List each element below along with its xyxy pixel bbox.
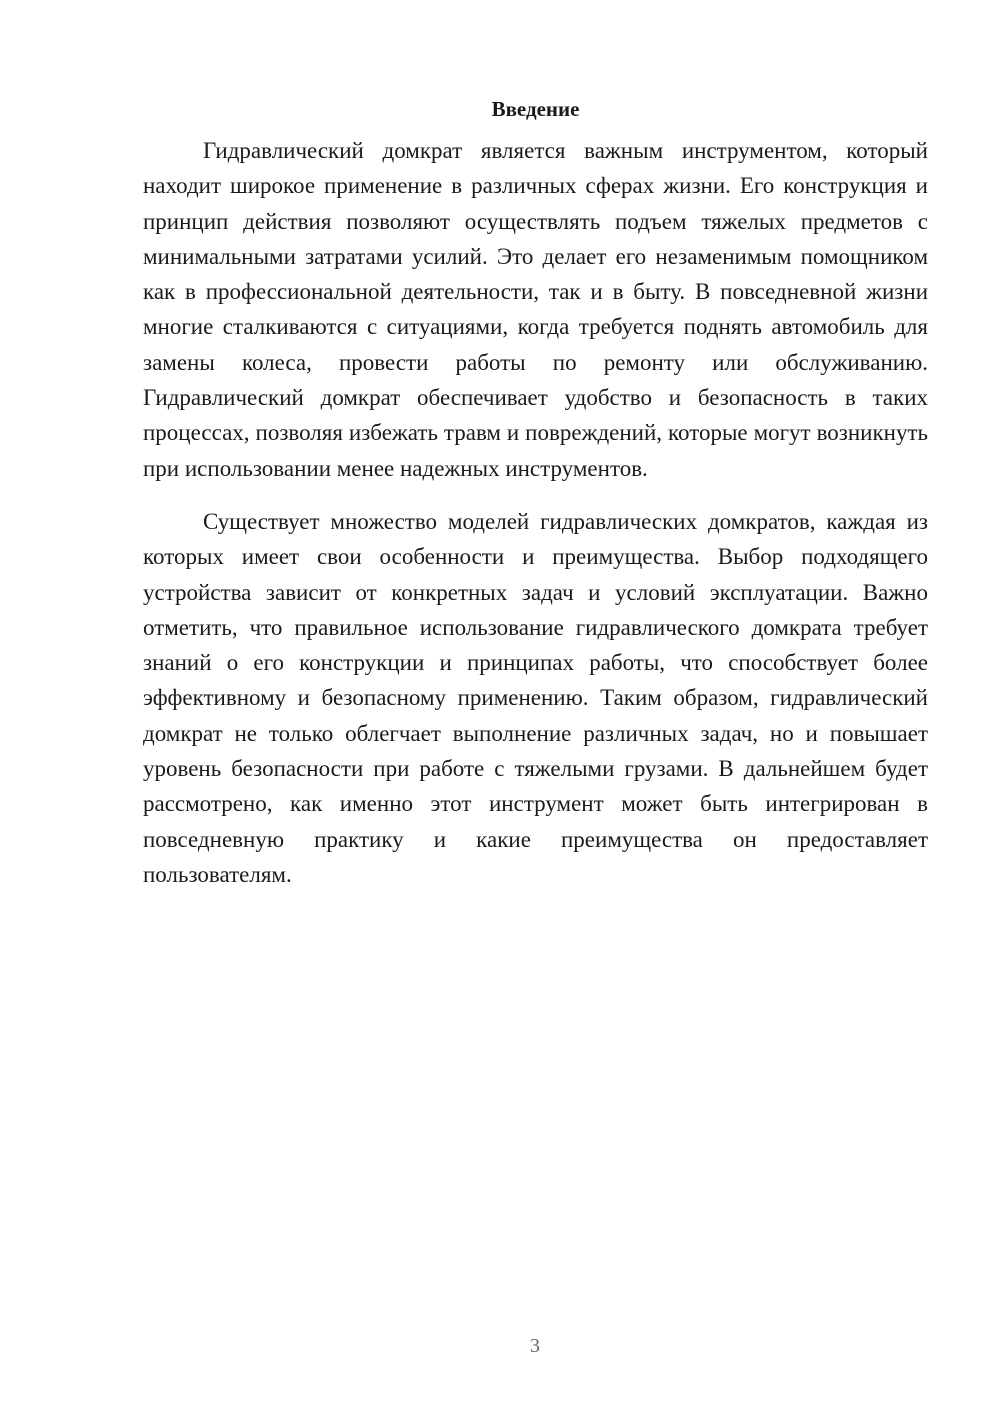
paragraph-1: Гидравлический домкрат является важным инструментом, который находит широкое применение в различных сферах жизни. Его конструкция и принцип действия позволяют осуществлять подъем тяжелых предметов с минимальными затратами усилий. Это делает его незаменимым помощником как в профессиональной деятельности, так и в быту. В повседневной жизни многие сталкиваются с ситуациями, когда требуется поднять автомобиль для замены колеса, провести работы по ремонту или обслуживанию. Гидравлический домкрат обеспечивает удобство и безопасность в таких процессах, позволяя избежать травм и повреждений, которые могут возникнуть при использовании менее надежных инструментов. — [143, 138, 928, 481]
page-content — [143, 92, 928, 892]
section-title: Введение — [491, 97, 580, 121]
paragraph-2: Существует множество моделей гидравлических домкратов, каждая из которых имеет свои особенности и преимущества. Выбор подходящего устройства зависит от конкретных задач и условий эксплуатации. Важно отметить, что правильное использование гидравлического домкрата требует знаний о его конструкции и принципах работы, что способствует более эффективному и безопасному применению. Таким образом, гидравлический домкрат не только облегчает выполнение различных задач, но и повышает уровень безопасности при работе с тяжелыми грузами. В дальнейшем будет рассмотрено, как именно этот инструмент может быть интегрирован в повседневную практику и какие преимущества он предоставляет пользователям. — [143, 508, 928, 887]
page-number: 3 — [530, 1335, 540, 1357]
